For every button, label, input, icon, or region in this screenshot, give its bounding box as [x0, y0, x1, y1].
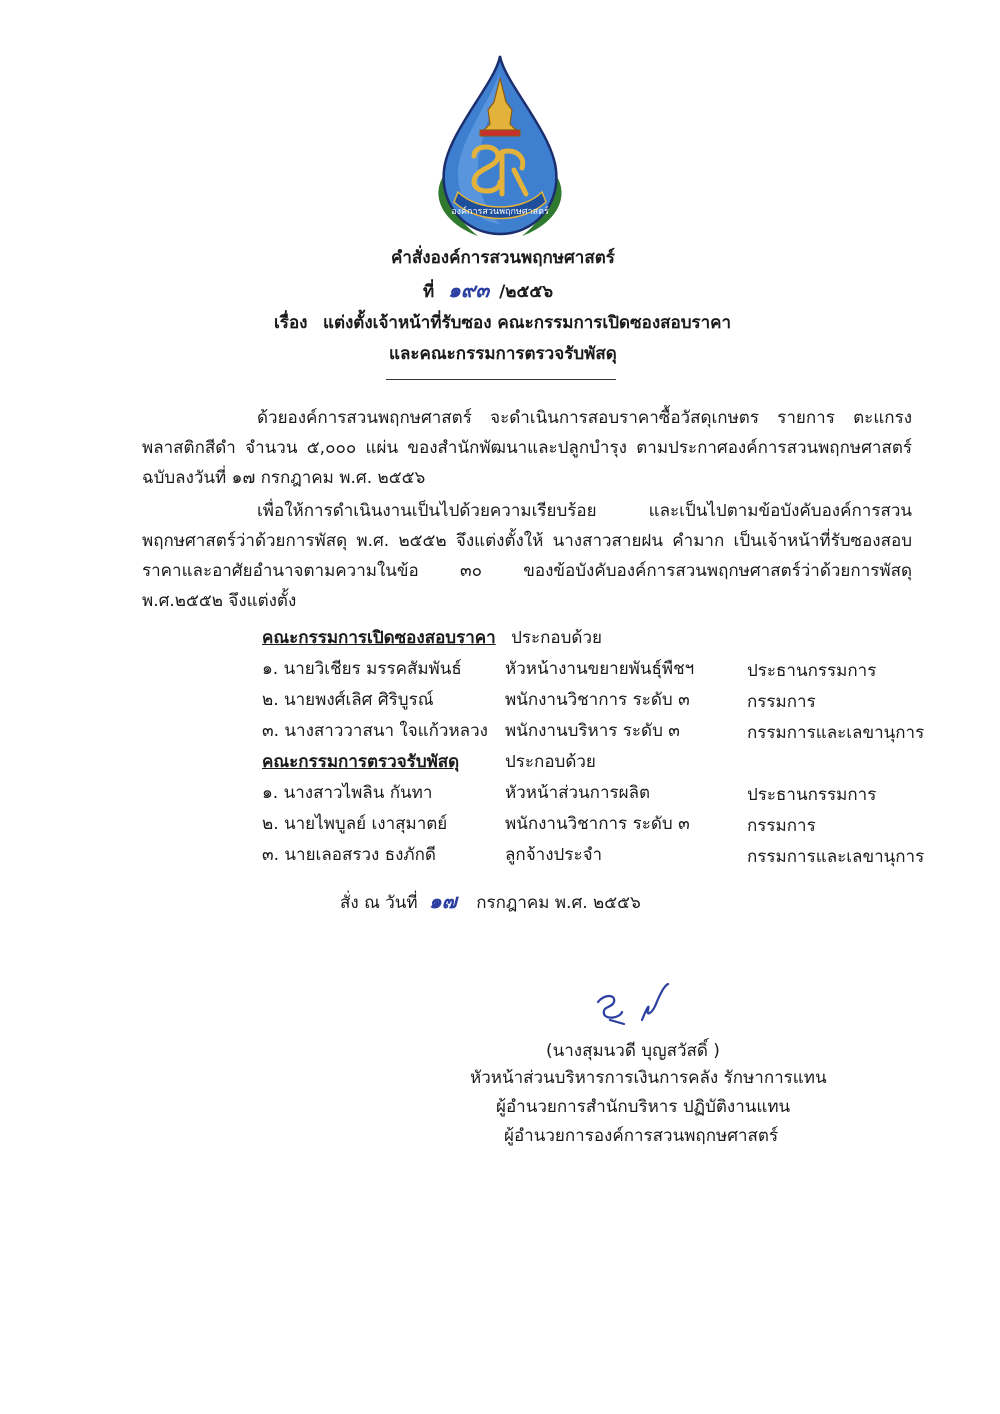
- committee-inspect-member-2-name: ๒. นายไพบูลย์ เงาสุมาตย์: [262, 814, 448, 834]
- order-number-prefix: ที่: [423, 282, 435, 302]
- header-divider: [386, 379, 616, 380]
- body-paragraph-1-text: ด้วยองค์การสวนพฤกษศาสตร์ จะดำเนินการสอบราคาซื้อวัสดุเกษตร รายการ ตะแกรงพลาสติกสีดำ จำนวน ๕,๐๐๐ แผ่น ของสำนักพัฒนาและปลูกบำรุง ตามประกาศองค์การสวนพฤกษศาสตร์ ฉบับลงวันที่ ๑๗ กรกฎาคม พ.ศ. ๒๕๕๖: [142, 408, 912, 488]
- committee-open-heading-row: [262, 627, 602, 649]
- committee-inspect-heading: คณะกรรมการตรวจรับพัสดุ: [262, 752, 460, 772]
- committee-open-member-1-position: หัวหน้างานขยายพันธุ์พืชฯ: [505, 659, 695, 679]
- committee-open-member-2-position: พนักงานวิชาการ ระดับ ๓: [505, 690, 690, 710]
- body-paragraph-2-text: เพื่อให้การดำเนินงานเป็นไปด้วยความเรียบร้อย และเป็นไปตามข้อบังคับองค์การสวนพฤกษศาสตร์ว่าด้วยการพัสดุ พ.ศ. ๒๕๕๒ จึงแต่งตั้งให้ นางสาวสายฝน คำมาก เป็นเจ้าหน้าที่รับซองสอบราคาและอาศัยอำนาจตามความในข้อ ๓๐ ของข้อบังคับองค์การสวนพฤกษศาสตร์ว่าด้วยการพัสดุ พ.ศ.๒๕๕๒ จึงแต่งตั้ง: [142, 501, 912, 611]
- order-number-row: [423, 279, 553, 303]
- committee-open-member-1-name: ๑. นายวิเชียร มรรคสัมพันธ์: [262, 659, 462, 679]
- committee-open-heading: คณะกรรมการเปิดซองสอบราคา: [262, 628, 496, 648]
- signer-name: (นางสุมนวดี บุญสวัสดิ์ ): [546, 1041, 720, 1061]
- body-paragraph-2: [142, 496, 912, 616]
- committee-inspect-member-1-position: หัวหน้าส่วนการผลิต: [505, 783, 651, 803]
- committee-inspect-member-2-role: กรรมการ: [747, 816, 816, 836]
- order-date-prefix: สั่ง ณ วันที่: [340, 893, 418, 913]
- committee-inspect-member-2-position: พนักงานวิชาการ ระดับ ๓: [505, 814, 690, 834]
- order-date-month-year: กรกฎาคม พ.ศ. ๒๕๕๖: [476, 893, 641, 913]
- order-date-day: ๑๗: [429, 889, 457, 913]
- committee-inspect-member-1-name: ๑. นางสาวไพลิน กันทา: [262, 783, 433, 803]
- order-date-row: [340, 890, 641, 914]
- subject-line-2: และคณะกรรมการตรวจรับพัสดุ: [389, 344, 617, 364]
- committee-open-member-3-role: กรรมการและเลขานุการ: [747, 723, 925, 743]
- government-emblem-icon: [418, 52, 582, 244]
- committee-open-member-2-role: กรรมการ: [747, 692, 816, 712]
- committee-open-member-3-position: พนักงานบริหาร ระดับ ๓: [505, 721, 680, 741]
- committee-open-suffix: ประกอบด้วย: [511, 628, 602, 648]
- signer-title-line-3: ผู้อำนวยการองค์การสวนพฤกษศาสตร์: [504, 1126, 779, 1146]
- signature-mark: [590, 980, 680, 1030]
- committee-open-member-3-name: ๓. นางสาววาสนา ใจแก้วหลวง: [262, 721, 488, 741]
- committee-open-member-2-name: ๒. นายพงศ์เลิศ ศิริบูรณ์: [262, 690, 434, 710]
- order-number-value: ๑๙๓: [448, 278, 490, 302]
- order-title: คำสั่งองค์การสวนพฤกษศาสตร์: [391, 248, 615, 268]
- committee-inspect-member-3-role: กรรมการและเลขานุการ: [747, 847, 925, 867]
- signer-title-line-2: ผู้อำนวยการสำนักบริหาร ปฏิบัติงานแทน: [496, 1097, 791, 1117]
- committee-inspect-member-1-role: ประธานกรรมการ: [747, 785, 877, 805]
- subject-line-1: แต่งตั้งเจ้าหน้าที่รับซอง คณะกรรมการเปิดซองสอบราคา: [323, 313, 732, 333]
- emblem-caption: องค์การสวนพฤกษศาสตร์: [451, 207, 549, 217]
- crown-base: [480, 130, 520, 136]
- committee-inspect-suffix: ประกอบด้วย: [505, 752, 596, 772]
- subject-label: เรื่อง: [274, 313, 308, 333]
- body-paragraph-1: [142, 403, 912, 493]
- committee-inspect-member-3-position: ลูกจ้างประจำ: [505, 845, 603, 865]
- order-number-suffix: /๒๕๕๖: [499, 282, 554, 302]
- committee-inspect-member-3-name: ๓. นายเลอสรวง ธงภักดี: [262, 845, 436, 865]
- committee-open-member-1-role: ประธานกรรมการ: [747, 661, 877, 681]
- signer-title-line-1: หัวหน้าส่วนบริหารการเงินการคลัง รักษาการแทน: [470, 1068, 827, 1088]
